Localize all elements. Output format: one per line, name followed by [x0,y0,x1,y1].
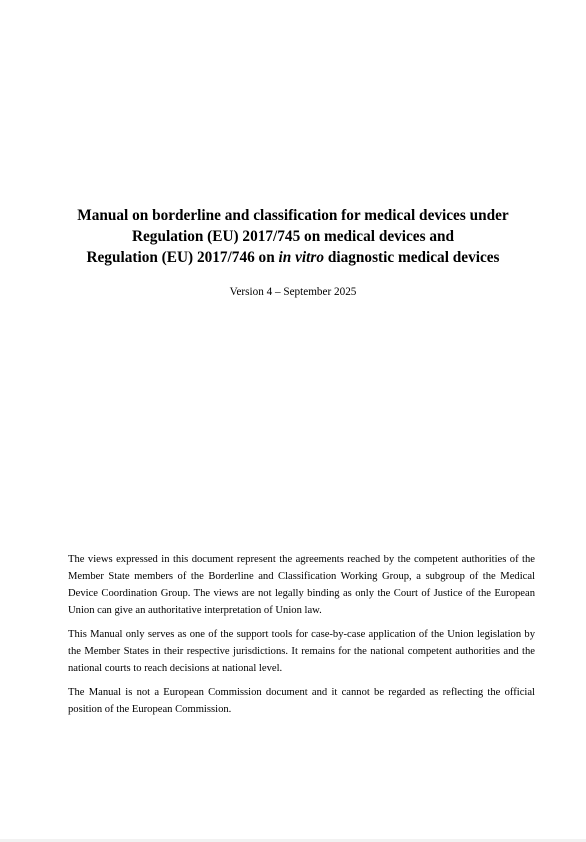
title-italic-in-vitro: in vitro [278,249,325,266]
disclaimer-block [68,551,535,725]
disclaimer-paragraph-3: The Manual is not a European Commission document and it cannot be regarded as reflecting the official position of the European Commission. [68,687,535,715]
document-title [40,205,546,268]
disclaimer-paragraph-2: This Manual only serves as one of the support tools for case-by-case application of the Union legislation by the Member States in their respective jurisdictions. It remains for the national competent authorities and the national courts to reach decisions at national level. [68,629,535,674]
title-line-3-start: Regulation (EU) 2017/746 on [86,249,279,266]
title-line-3-end: diagnostic medical devices [324,249,500,266]
title-line-1: Manual on borderline and classification for medical devices under [77,207,509,224]
title-line-2: Regulation (EU) 2017/745 on medical devices and [131,228,455,245]
title-line-3 [40,247,546,268]
version-line: Version 4 – September 2025 [229,286,357,298]
disclaimer-paragraph-1: The views expressed in this document represent the agreements reached by the competent authorities of the Member State members of the Borderline and Classification Working Group, a subgroup of the Medical Device Coordination Group. The views are not legally binding as only the Court of Justice of the European Union can give an authoritative interpretation of Union law. [68,554,535,616]
